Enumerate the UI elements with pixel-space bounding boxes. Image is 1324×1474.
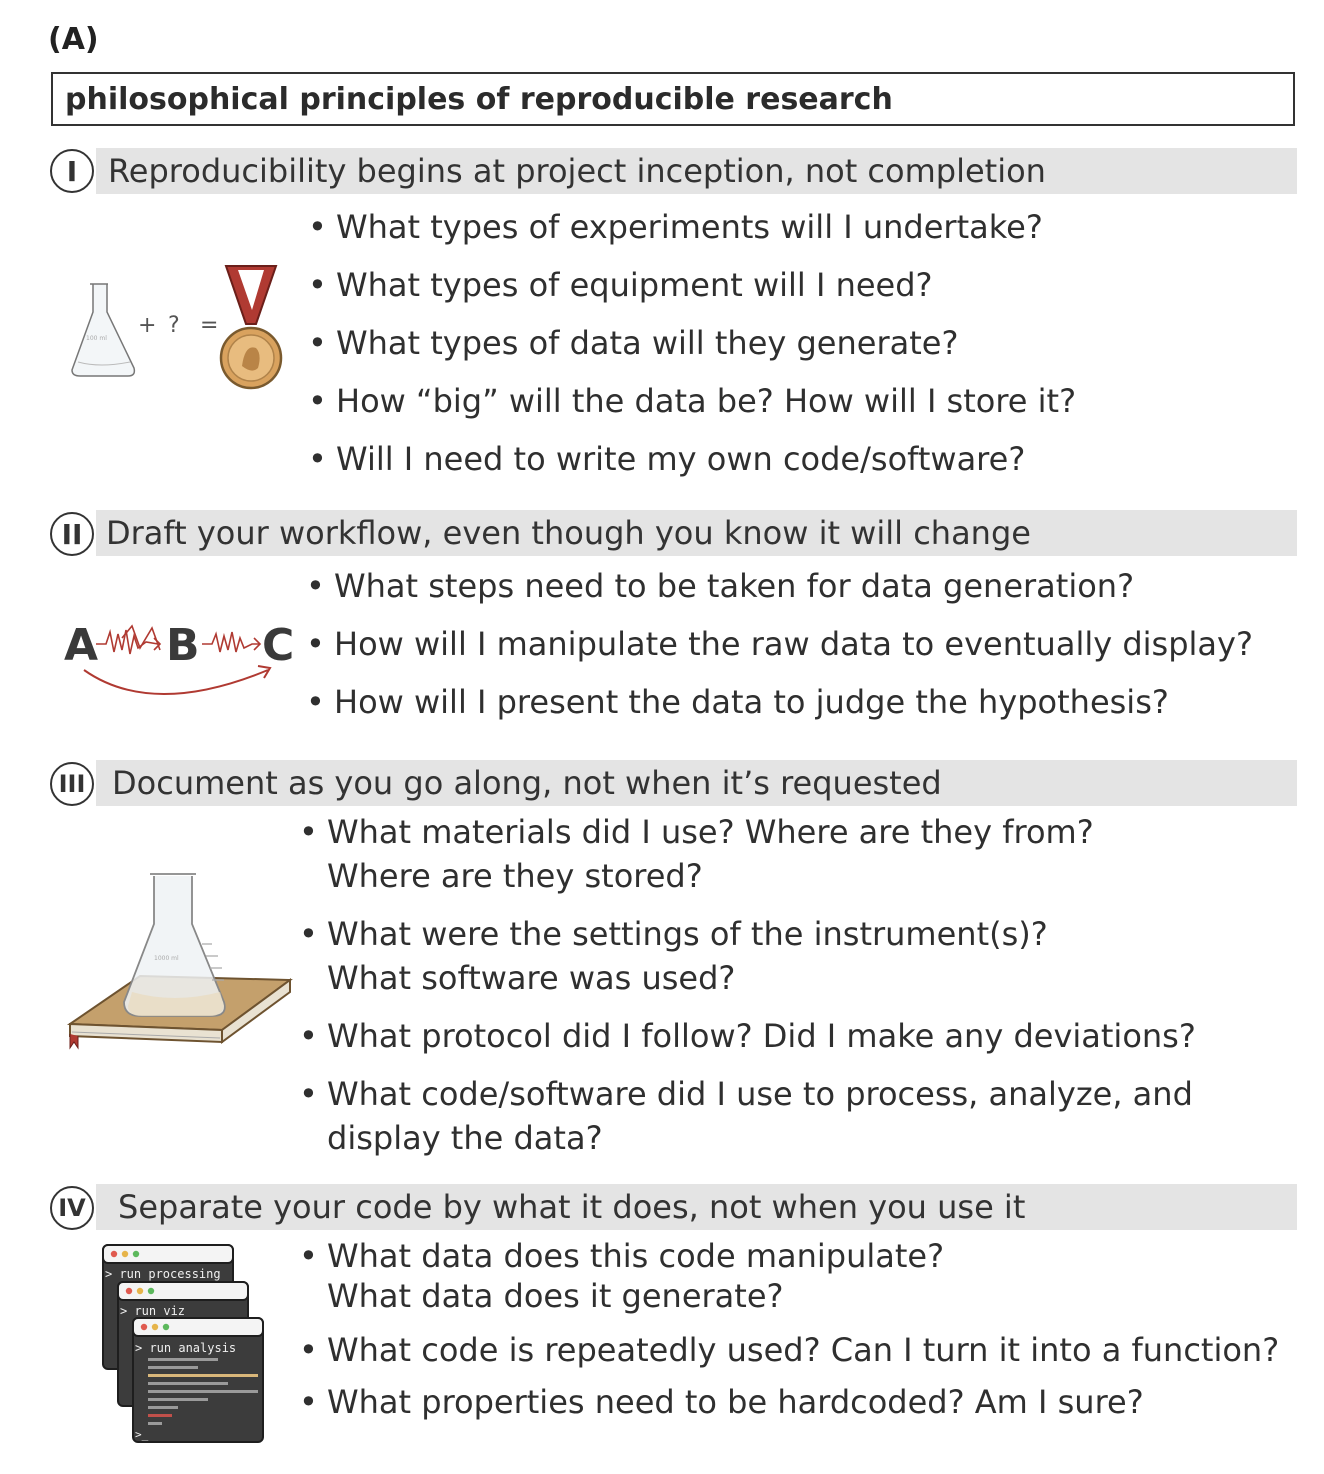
section-2-bullet: • How will I manipulate the raw data to eventually display? xyxy=(334,625,1253,683)
question-mark: ? xyxy=(168,313,180,338)
large-flask-volume: 1000 ml xyxy=(154,955,179,962)
small-flask-volume: 100 ml xyxy=(86,335,107,342)
section-3-bullet-list xyxy=(327,810,1196,1174)
section-3-bullet: • What code/software did I use to process, analyze, and display the data? xyxy=(327,1072,1196,1174)
section-1-bullet: • How “big” will the data be? How will I store it? xyxy=(336,382,1076,440)
section-1-numeral: I xyxy=(50,149,94,193)
terminal-command-processing: > run processing xyxy=(105,1267,221,1281)
terminal-windows-illustration xyxy=(100,1242,270,1446)
section-3-bullet: • What protocol did I follow? Did I make any deviations? xyxy=(327,1014,1196,1072)
page-title: philosophical principles of reproducible research xyxy=(65,82,893,117)
small-flask-icon xyxy=(72,284,134,376)
section-4-bullet-list xyxy=(327,1236,1279,1434)
section-1-heading: Reproducibility begins at project inception, not completion xyxy=(108,152,1046,190)
section-1-bullet-list xyxy=(336,208,1076,498)
plus-sign: + xyxy=(138,313,157,338)
skip-arrow-icon xyxy=(84,670,268,694)
section-3-heading-band xyxy=(96,760,1297,806)
section-4-heading: Separate your code by what it does, not when you use it xyxy=(118,1188,1026,1226)
section-2-bullet: • What steps need to be taken for data generation? xyxy=(334,567,1253,625)
section-1-bullet: • What types of equipment will I need? xyxy=(336,266,1076,324)
panel-label: (A) xyxy=(48,22,99,57)
section-2-heading-band xyxy=(96,510,1297,556)
notebook-with-flask-illustration xyxy=(62,866,294,1056)
section-1-heading-band xyxy=(96,148,1297,194)
workflow-node-a: A xyxy=(64,620,99,671)
section-1-bullet: • Will I need to write my own code/software? xyxy=(336,440,1076,498)
terminal-command-analysis: > run analysis xyxy=(135,1341,237,1355)
section-2-heading: Draft your workflow, even though you know it will change xyxy=(106,514,1031,552)
section-4-bullet: • What code is repeatedly used? Can I turn it into a function? xyxy=(327,1330,1279,1382)
medal-icon xyxy=(221,266,281,388)
terminal-command-viz: > run viz xyxy=(120,1304,186,1318)
section-4-bullet: • What properties need to be hardcoded? Am I sure? xyxy=(327,1382,1279,1434)
terminal-prompt: >_ xyxy=(135,1428,149,1441)
section-2-bullet: • How will I present the data to judge the hypothesis? xyxy=(334,683,1253,741)
workflow-node-c: C xyxy=(262,620,295,671)
section-3-bullet: • What were the settings of the instrument(s)? What software was used? xyxy=(327,912,1196,1014)
section-1-bullet: • What types of experiments will I undertake? xyxy=(336,208,1076,266)
section-4-bullet: • What data does this code manipulate? What data does it generate? xyxy=(327,1236,1279,1330)
section-3-numeral: III xyxy=(50,762,94,806)
section-2-bullet-list xyxy=(334,567,1253,741)
equals-sign: = xyxy=(200,313,219,338)
workflow-node-b: B xyxy=(166,620,200,671)
workflow-abc-illustration xyxy=(62,608,302,708)
section-3-heading: Document as you go along, not when it’s requested xyxy=(112,764,942,802)
section-3-bullet: • What materials did I use? Where are they from? Where are they stored? xyxy=(327,810,1196,912)
section-2-numeral: II xyxy=(50,512,94,556)
terminal-window-analysis-icon xyxy=(133,1318,263,1442)
flask-plus-medal-illustration xyxy=(60,262,300,392)
section-4-heading-band xyxy=(96,1184,1297,1230)
section-4-numeral: IV xyxy=(50,1186,94,1230)
title-box xyxy=(51,72,1295,126)
section-1-bullet: • What types of data will they generate? xyxy=(336,324,1076,382)
